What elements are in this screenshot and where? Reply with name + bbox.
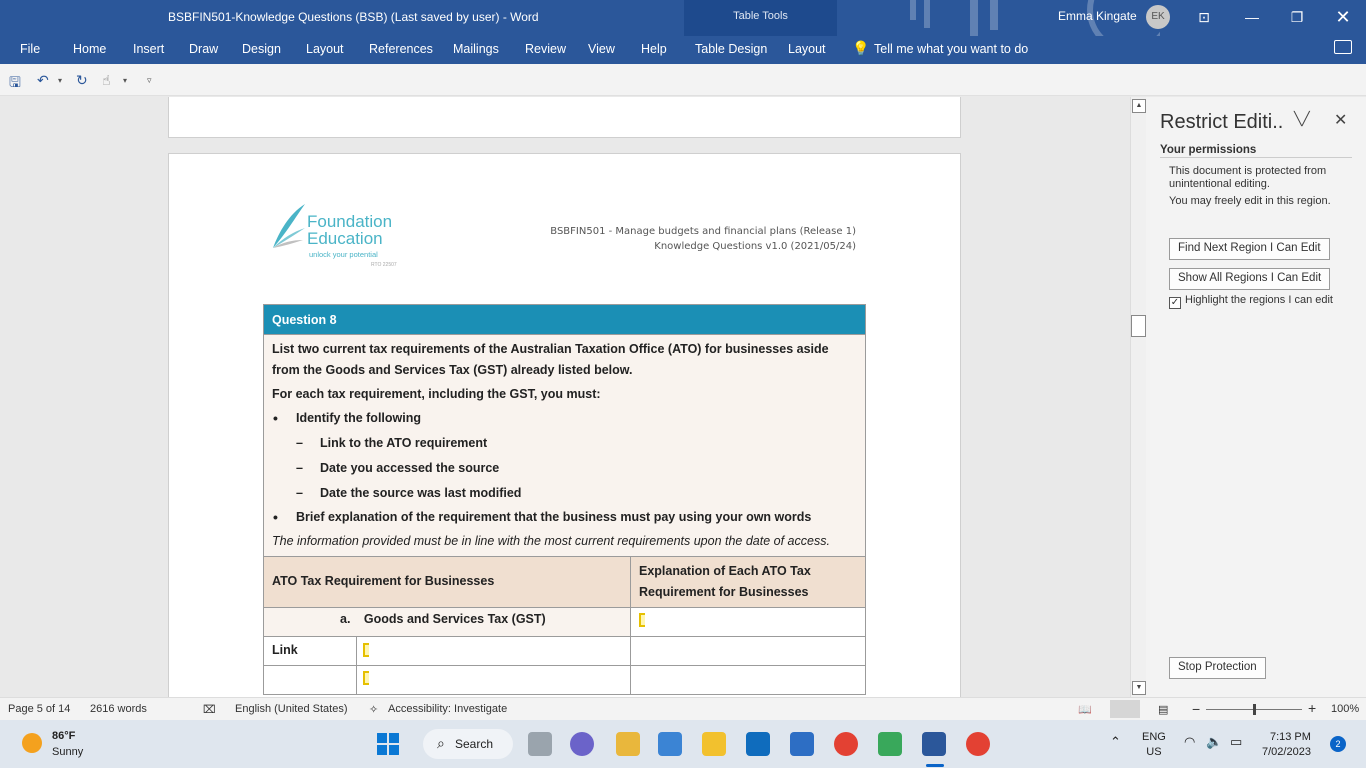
edit-region-text: You may freely edit in this region. bbox=[1169, 195, 1331, 207]
question-text: List two current tax requirements of the Australian Taxation Office (ATO) for businesses aside from the Goods and Services Tax (GST) already listed below. bbox=[272, 342, 829, 377]
accessibility-status[interactable]: Accessibility: Investigate bbox=[388, 703, 508, 715]
input-language-line2: US bbox=[1146, 746, 1162, 758]
question-body[interactable] bbox=[264, 334, 865, 556]
zoom-slider-thumb[interactable] bbox=[1253, 704, 1256, 715]
undo-dropdown-icon[interactable]: ▾ bbox=[58, 76, 63, 85]
read-mode-icon[interactable]: 📖 bbox=[1078, 704, 1092, 716]
user-name[interactable]: Emma Kingate bbox=[1058, 9, 1137, 23]
checkbox-checked-icon[interactable]: ✓ bbox=[1170, 297, 1180, 308]
tab-table-layout[interactable]: Layout bbox=[788, 42, 826, 56]
editable-region-marker-icon bbox=[639, 613, 645, 627]
chat-icon[interactable] bbox=[570, 732, 594, 756]
table-tools-label: Table Tools bbox=[733, 10, 788, 22]
table-row bbox=[264, 665, 865, 694]
volume-icon[interactable]: 🔈 bbox=[1206, 734, 1223, 749]
page-header bbox=[550, 224, 856, 254]
gst-explanation-cell[interactable] bbox=[631, 608, 865, 636]
taskbar-search-label: Search bbox=[455, 737, 494, 751]
question-note: The information provided must be in line with the most current requirements upon the date of access. bbox=[272, 534, 830, 548]
foundation-education-logo bbox=[269, 202, 409, 272]
file-manager-icon[interactable] bbox=[616, 732, 640, 756]
touch-dropdown-icon[interactable]: ▾ bbox=[123, 76, 128, 85]
weather-temperature[interactable]: 86°F bbox=[52, 730, 76, 742]
weather-sun-icon[interactable] bbox=[22, 733, 42, 753]
protection-text: This document is protected from unintentional editing. bbox=[1169, 165, 1327, 190]
zoom-level[interactable]: 100% bbox=[1331, 703, 1360, 715]
taskbar-search[interactable] bbox=[423, 729, 513, 759]
file-explorer-icon[interactable] bbox=[702, 732, 726, 756]
tab-view[interactable]: View bbox=[588, 42, 615, 56]
tab-design[interactable]: Design bbox=[242, 42, 281, 56]
bullet-identify: • Identify the following bbox=[272, 408, 857, 429]
minimize-icon[interactable]: — bbox=[1245, 9, 1259, 25]
link-label: Link bbox=[264, 637, 357, 665]
close-window-icon[interactable]: ✕ bbox=[1335, 7, 1351, 27]
gst-requirement-cell bbox=[264, 608, 631, 636]
question-instruction: For each tax requirement, including the GST, you must: bbox=[272, 387, 601, 401]
sub-bullet-date-modified: – Date the source was last modified bbox=[272, 483, 857, 504]
save-icon[interactable]: 🖫 bbox=[9, 74, 21, 90]
chrome-icon[interactable] bbox=[966, 732, 990, 756]
search-icon: ⌕ bbox=[437, 735, 445, 751]
find-next-region-button[interactable]: Find Next Region I Can Edit bbox=[1169, 238, 1330, 260]
tab-layout[interactable]: Layout bbox=[306, 42, 344, 56]
active-app-indicator bbox=[926, 764, 944, 767]
photos-icon[interactable] bbox=[790, 732, 814, 756]
pane-title: Restrict Editi.. bbox=[1160, 111, 1284, 133]
tab-review[interactable]: Review bbox=[525, 42, 566, 56]
ribbon-tabs bbox=[0, 36, 1366, 64]
restrict-editing-pane bbox=[1146, 97, 1366, 697]
proofing-icon[interactable]: ⌧ bbox=[203, 704, 216, 716]
weather-condition[interactable]: Sunny bbox=[52, 746, 84, 758]
column-header-requirement: ATO Tax Requirement for Businesses bbox=[264, 557, 631, 607]
word-icon[interactable] bbox=[922, 732, 946, 756]
highlight-regions-label: Highlight the regions I can edit bbox=[1185, 294, 1333, 306]
show-hidden-icons-icon[interactable]: ⌃ bbox=[1110, 734, 1121, 749]
wifi-icon[interactable]: ◠ bbox=[1184, 734, 1196, 749]
title-bar bbox=[0, 0, 1366, 36]
undo-icon[interactable]: ↶ bbox=[37, 72, 49, 88]
battery-icon[interactable]: ▭ bbox=[1230, 734, 1243, 749]
system-clock[interactable] bbox=[1262, 730, 1311, 760]
zoom-in-icon[interactable]: + bbox=[1308, 700, 1317, 716]
input-language-line1: ENG bbox=[1142, 731, 1166, 743]
show-all-regions-button[interactable]: Show All Regions I Can Edit bbox=[1169, 268, 1330, 290]
tab-help[interactable]: Help bbox=[641, 42, 667, 56]
chrome-icon[interactable] bbox=[834, 732, 858, 756]
task-view-icon[interactable] bbox=[528, 732, 552, 756]
sub-bullet-date-accessed: – Date you accessed the source bbox=[272, 458, 857, 479]
permissions-heading: Your permissions bbox=[1160, 144, 1352, 158]
clock-time: 7:13 PM bbox=[1269, 731, 1311, 743]
tab-home[interactable]: Home bbox=[73, 42, 107, 56]
restore-icon[interactable]: ❐ bbox=[1290, 9, 1304, 25]
bullet-explanation: • Brief explanation of the requirement that the business must pay using your own words bbox=[272, 507, 857, 528]
document-title: BSBFIN501-Knowledge Questions (BSB) (Last saved by user) - Word bbox=[168, 10, 539, 24]
clock-date: 7/02/2023 bbox=[1262, 746, 1311, 758]
editable-region-marker-icon bbox=[363, 643, 369, 657]
table-row bbox=[264, 636, 865, 665]
app-icon[interactable] bbox=[878, 732, 902, 756]
tell-me-label: Tell me what you want to do bbox=[874, 42, 1029, 56]
status-bar bbox=[0, 697, 1366, 720]
tab-file[interactable]: File bbox=[20, 42, 41, 56]
tab-table-design[interactable]: Table Design bbox=[695, 42, 768, 56]
input-language[interactable] bbox=[1142, 730, 1166, 760]
notification-badge[interactable]: 2 bbox=[1330, 736, 1346, 752]
gst-label: Goods and Services Tax (GST) bbox=[363, 612, 546, 626]
customize-qat-icon[interactable]: ▿ bbox=[147, 75, 152, 85]
question-table bbox=[263, 304, 866, 695]
table-header-row bbox=[264, 556, 865, 607]
scroll-thumb[interactable] bbox=[1131, 315, 1146, 337]
language-status[interactable]: English (United States) bbox=[235, 703, 348, 715]
redo-icon[interactable]: ↻ bbox=[76, 72, 88, 88]
logo-text-line1: Foundation bbox=[307, 212, 393, 231]
logo-tagline: unlock your potential bbox=[309, 250, 378, 259]
question-title[interactable]: Question 8 bbox=[264, 305, 865, 334]
logo-rto: RTO 22507 bbox=[371, 262, 397, 268]
accessibility-icon[interactable]: ✧ bbox=[369, 704, 379, 716]
avatar[interactable]: EK bbox=[1146, 5, 1170, 29]
explanation-continued-cell[interactable] bbox=[631, 637, 865, 665]
link-input-cell[interactable] bbox=[357, 637, 631, 665]
tell-me-search[interactable] bbox=[852, 40, 1028, 57]
pane-options-chevron-icon[interactable]: ╲╱ bbox=[1294, 111, 1310, 126]
outlook-icon[interactable] bbox=[746, 732, 770, 756]
web-layout-icon[interactable]: ▤ bbox=[1158, 704, 1169, 716]
feather-logo-icon bbox=[269, 202, 307, 252]
vertical-scrollbar[interactable] bbox=[1130, 97, 1146, 697]
stop-protection-button[interactable]: Stop Protection bbox=[1169, 657, 1266, 679]
scroll-down-icon[interactable]: ▼ bbox=[1132, 681, 1146, 695]
logo-text-line2: Education bbox=[307, 229, 383, 248]
zoom-out-icon[interactable]: − bbox=[1192, 701, 1201, 717]
page-count[interactable]: Page 5 of 14 bbox=[8, 703, 71, 715]
tab-mailings[interactable]: Mailings bbox=[453, 42, 499, 56]
header-version: Knowledge Questions v1.0 (2021/05/24) bbox=[654, 241, 856, 252]
table-row bbox=[264, 607, 865, 636]
windows-start-icon[interactable] bbox=[376, 732, 400, 756]
tab-insert[interactable]: Insert bbox=[133, 42, 165, 56]
date-input-cell[interactable] bbox=[357, 666, 631, 694]
highlight-regions-checkbox[interactable] bbox=[1169, 294, 1333, 309]
previous-page bbox=[168, 97, 961, 138]
tab-references[interactable]: References bbox=[369, 42, 433, 56]
lightbulb-icon: 💡 bbox=[852, 40, 870, 56]
document-area[interactable] bbox=[0, 97, 1130, 697]
word-count[interactable]: 2616 words bbox=[90, 703, 147, 715]
tab-draw[interactable]: Draw bbox=[189, 42, 219, 56]
editable-region-marker-icon bbox=[363, 671, 369, 685]
print-layout-icon[interactable] bbox=[1110, 700, 1140, 718]
sub-bullet-link: – Link to the ATO requirement bbox=[272, 433, 857, 454]
ribbon-display-options-icon[interactable]: ⊡ bbox=[1198, 9, 1210, 25]
scroll-up-icon[interactable]: ▲ bbox=[1132, 99, 1146, 113]
touch-mode-icon[interactable]: ☝ bbox=[102, 72, 111, 88]
quick-access-toolbar bbox=[0, 64, 1366, 96]
taskbar bbox=[0, 720, 1366, 768]
document-page[interactable] bbox=[168, 153, 961, 697]
column-header-explanation: Explanation of Each ATO Tax Requirement for Businesses bbox=[639, 564, 811, 599]
item-a-marker: a. bbox=[340, 612, 351, 626]
comments-icon[interactable] bbox=[1334, 40, 1352, 54]
pane-close-icon[interactable]: ✕ bbox=[1334, 112, 1348, 129]
store-icon[interactable] bbox=[658, 732, 682, 756]
header-unit-title: BSBFIN501 - Manage budgets and financial plans (Release 1) bbox=[550, 226, 856, 237]
